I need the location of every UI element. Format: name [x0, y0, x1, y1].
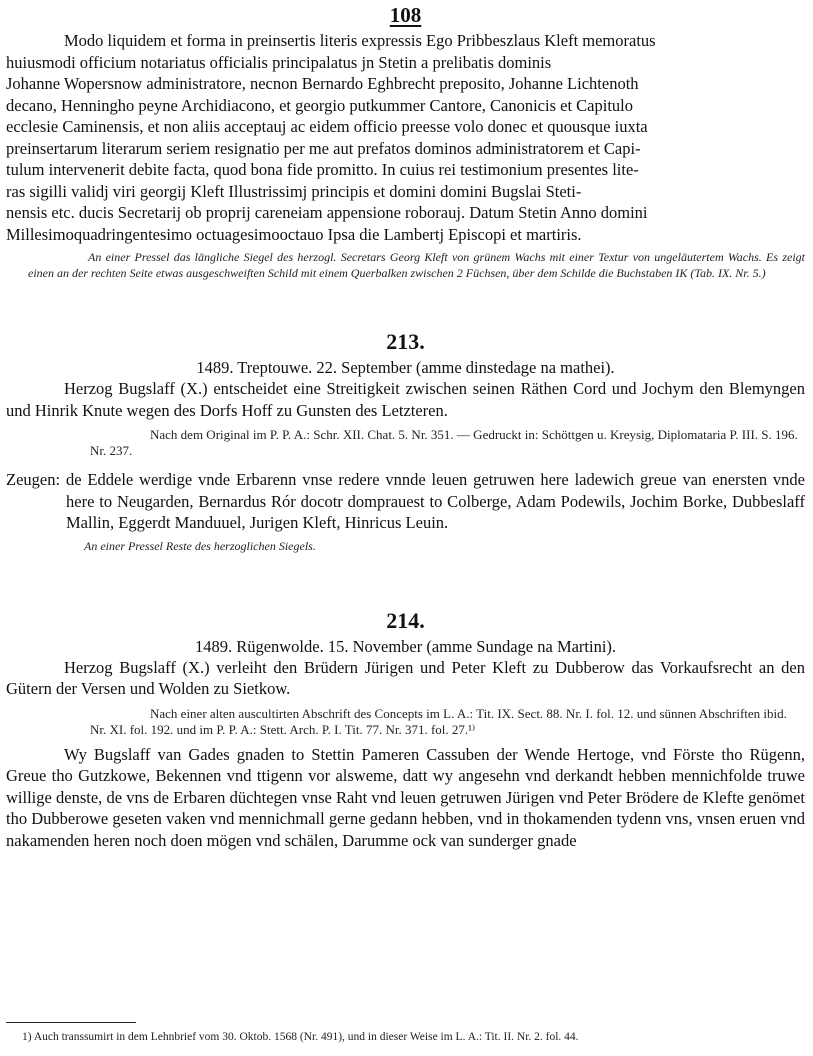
seal-note-213: An einer Pressel Reste des herzoglichen Siegels.	[84, 538, 316, 553]
intro-line: decano, Henningho peyne Archidiacono, et georgio putkummer Cantore, Canonicis et Capitulo	[6, 95, 633, 115]
intro-text	[6, 30, 805, 245]
summary-213: Herzog Bugslaff (X.) entscheidet eine Streitigkeit zwischen seinen Räthen Cord und Jochym den Blemyngen und Hinrik Knute wegen des Dorfs Hoff zu Gunsten des Letzteren.	[6, 379, 805, 420]
document-number-213: 213.	[386, 329, 425, 354]
intro-line: Millesimoquadringentesimo octuagesimooctauo Ipsa die Lambertj Episcopi et martiris.	[6, 224, 582, 244]
date-line-214: 1489. Rügenwolde. 15. November (amme Sundage na Martini).	[194, 636, 617, 656]
source-note-214: Nach einer alten auscultirten Abschrift des Concepts im L. A.: Tit. IX. Sect. 88. Nr. I. fol. 12. und sünnen Abschriften ibid. Nr. XI. fol. 192. und im P. P. A.: Stett. Arch. P. I. Tit. 77. Nr. 371. fol. 27.¹⁾	[90, 705, 787, 737]
intro-line: tulum intervenerit debite facta, quod bona fide promitto. In cuius rei testimonium presentes lite-	[6, 160, 639, 179]
intro-line: huiusmodi officium notariatus officialis principalatus jn Stetin a prelibatis dominis	[6, 52, 552, 72]
date-line-213: 1489. Treptouwe. 22. September (amme dinstedage na mathei).	[196, 358, 615, 377]
intro-line: Johanne Wopersnow administratore, necnon Bernardo Eghbrecht preposito, Johanne Lichtenoth	[6, 74, 639, 93]
seal-note: An einer Pressel das längliche Siegel des herzogl. Secretars Georg Kleft von grünem Wachs mit einer Textur von ungeläutertem Wachs. Es zeigt einen an der rechten Seite etwas ausgeschweiften Schild mit einem Querbalken zwischen 2 Füchsen, über dem Schilde die Buchstaben IK (Tab. IX. Nr. 5.)	[28, 250, 805, 280]
intro-line: ecclesie Caminensis, et non aliis acceptauj ac eidem officio preesse volo donec et quousque iuxta	[6, 117, 648, 136]
witnesses-block	[6, 469, 805, 534]
witnesses-text: de Eddele werdige vnde Erbarenn vnse redere vnnde leuen getruwen here ladewich greue van enersten vnde here to Neugarden, Bernardus Rór docotr domprauest to Colberge, Adam Podewils, Jochim Borke, Dubbeslaff Mallin, Eggerdt Manduuel, Jurigen Kleft, Hinricus Leuin.	[66, 470, 805, 532]
intro-line: ras sigilli validj viri georgij Kleft Illustrissimj principis et domini domini Bugslai Steti-	[6, 181, 582, 201]
intro-line: preinsertarum literarum seriem resignatio per me aut prefatos dominos administratorem et Capi-	[6, 138, 641, 158]
document-number-214: 214.	[386, 607, 425, 633]
footnote-divider	[6, 1022, 136, 1023]
summary-214: Herzog Bugslaff (X.) verleiht den Brüdern Jürigen und Peter Kleft zu Dubberow das Vorkaufsrecht an den Gütern der Versen und Wolden zu Sietkow.	[6, 657, 805, 698]
witnesses-label: Zeugen:	[6, 470, 61, 489]
page-number: 108	[389, 3, 422, 27]
source-note-213: Nach dem Original im P. P. A.: Schr. XII. Chat. 5. Nr. 351. — Gedruckt in: Schöttgen u. Kreysig, Diplomataria P. III. S. 196. Nr. 237.	[90, 427, 798, 458]
intro-line: nensis etc. ducis Secretarij ob proprij careneiam appensione roborauj. Datum Stetin Anno domini	[6, 203, 648, 222]
footnote: 1) Auch transsumirt in dem Lehnbrief vom 30. Oktob. 1568 (Nr. 491), und in dieser Weise im L. A.: Tit. II. Nr. 2. fol. 44.	[22, 1031, 579, 1043]
intro-line: Modo liquidem et forma in preinsertis literis expressis Ego Pribbeszlaus Kleft memoratus	[64, 31, 656, 50]
charter-text-214: Wy Bugslaff van Gades gnaden to Stettin Pameren Cassuben der Wende Hertoge, vnd Förste tho Rügenn, Greue tho Gutzkowe, Bekennen vnd ttigenn vor alsweme, datt wy angesehn vnd derkandt hebben mennichfolde truwe willige denste, de vns de Erbaren düchtegen vnse Raht vnd leuen getruwen Jürigen vnd Peter Brödere de Klefte genömet tho Dubberowe geseten vaken vnd mennichmall gerne gedann hebben, vnd in thokamenden tydenn vns, vnsen eruen vnd nakamenden heren noch doen mögen vnd schälen, Darumme ock van sunderger gnade	[6, 744, 805, 850]
